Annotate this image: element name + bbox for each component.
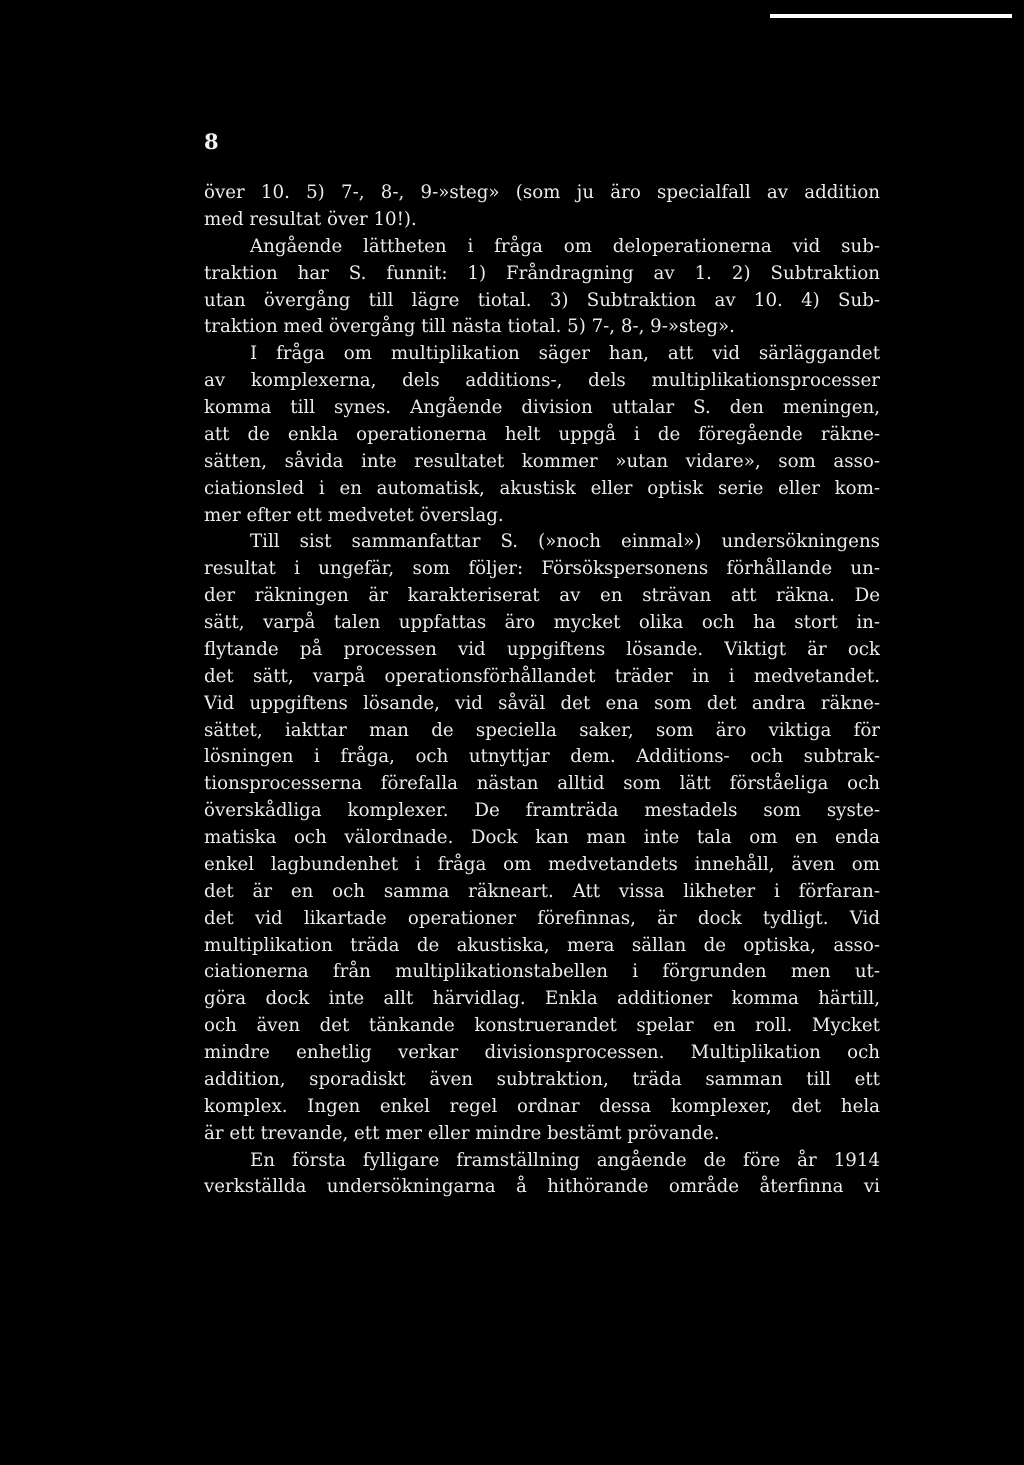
text-line: matiska och välordnade. Dock kan man inte tala om en enda <box>204 827 880 848</box>
body-text <box>204 180 880 1201</box>
text-line: komma till synes. Angående division uttalar S. den meningen, <box>204 397 880 418</box>
text-line: sättet, iakttar man de speciella saker, som äro viktiga för <box>204 719 880 741</box>
text-line: över 10. 5) 7-, 8-, 9-»steg» (som ju äro specialfall av addition <box>204 182 880 203</box>
text-line: En första fylligare framställning angående de före år 1914 <box>250 1149 880 1171</box>
text-line: addition, sporadiskt även subtraktion, träda samman till ett <box>204 1068 880 1090</box>
text-line: sätt, varpå talen uppfattas äro mycket olika och ha stort in- <box>204 612 880 633</box>
text-line: der räkningen är karakteriserat av en strävan att räkna. De <box>204 585 880 607</box>
text-line: sätten, såvida inte resultatet kommer »utan vidare», som asso- <box>204 450 880 472</box>
text-line: I fråga om multiplikation säger han, att vid särläggandet <box>250 343 880 365</box>
text-line: komplex. Ingen enkel regel ordnar dessa komplexer, det hela <box>204 1095 880 1117</box>
text-line: Vid uppgiftens lösande, vid såväl det ena som det andra räkne- <box>204 692 880 714</box>
text-line: tionsprocesserna förefalla nästan alltid som lätt förståeliga och <box>204 773 880 795</box>
text-line: mer efter ett medvetet överslag. <box>204 504 504 526</box>
text-line: av komplexerna, dels additions-, dels multiplikationsprocesser <box>204 370 880 392</box>
text-line: det sätt, varpå operationsförhållandet träder in i medvetandet. <box>204 665 880 687</box>
text-line: det vid likartade operationer förefinnas, är dock tydligt. Vid <box>204 907 880 929</box>
text-line: multiplikation träda de akustiska, mera sällan de optiska, asso- <box>204 934 880 956</box>
text-line: verkställda undersökningarna å hithörande område återfinna vi <box>204 1176 880 1198</box>
text-line: mindre enhetlig verkar divisionsprocessen. Multiplikation och <box>204 1042 880 1063</box>
text-line: att de enkla operationerna helt uppgå i de föregående räkne- <box>204 423 880 445</box>
text-line: enkel lagbundenhet i fråga om medvetandets innehåll, även om <box>204 853 880 875</box>
text-line: resultat i ungefär, som följer: Försökspersonens förhållande un- <box>204 558 880 580</box>
page-number: 8 <box>204 129 219 154</box>
text-line: ciationerna från multiplikationstabellen i förgrunden men ut- <box>204 961 880 983</box>
text-line: göra dock inte allt härvidlag. Enkla additioner komma härtill, <box>204 988 880 1010</box>
text-line: traktion med övergång till nästa tiotal. 5) 7-, 8-, 9-»steg». <box>204 316 735 338</box>
text-line: och även det tänkande konstruerandet spelar en roll. Mycket <box>204 1015 880 1037</box>
text-line: flytande på processen vid uppgiftens lösande. Viktigt är ock <box>204 638 880 660</box>
text-line: Angående lättheten i fråga om deloperationerna vid sub- <box>250 235 880 257</box>
text-line: utan övergång till lägre tiotal. 3) Subtraktion av 10. 4) Sub- <box>204 289 880 311</box>
text-line: är ett trevande, ett mer eller mindre bestämt prövande. <box>204 1122 720 1144</box>
text-line: med resultat över 10!). <box>204 208 417 230</box>
text-line: Till sist sammanfattar S. (»noch einmal») undersökningens <box>250 531 880 553</box>
text-line: lösningen i fråga, och utnyttjar dem. Additions- och subtrak- <box>204 746 880 768</box>
text-line: traktion har S. funnit: 1) Fråndragning av 1. 2) Subtraktion <box>204 262 880 284</box>
text-line: ciationsled i en automatisk, akustisk eller optisk serie eller kom- <box>204 477 880 499</box>
text-line: överskådliga komplexer. De framträda mestadels som syste- <box>204 800 880 822</box>
text-line: det är en och samma räkneart. Att vissa likheter i förfaran- <box>204 880 880 902</box>
top-edge-rule <box>770 14 1012 18</box>
